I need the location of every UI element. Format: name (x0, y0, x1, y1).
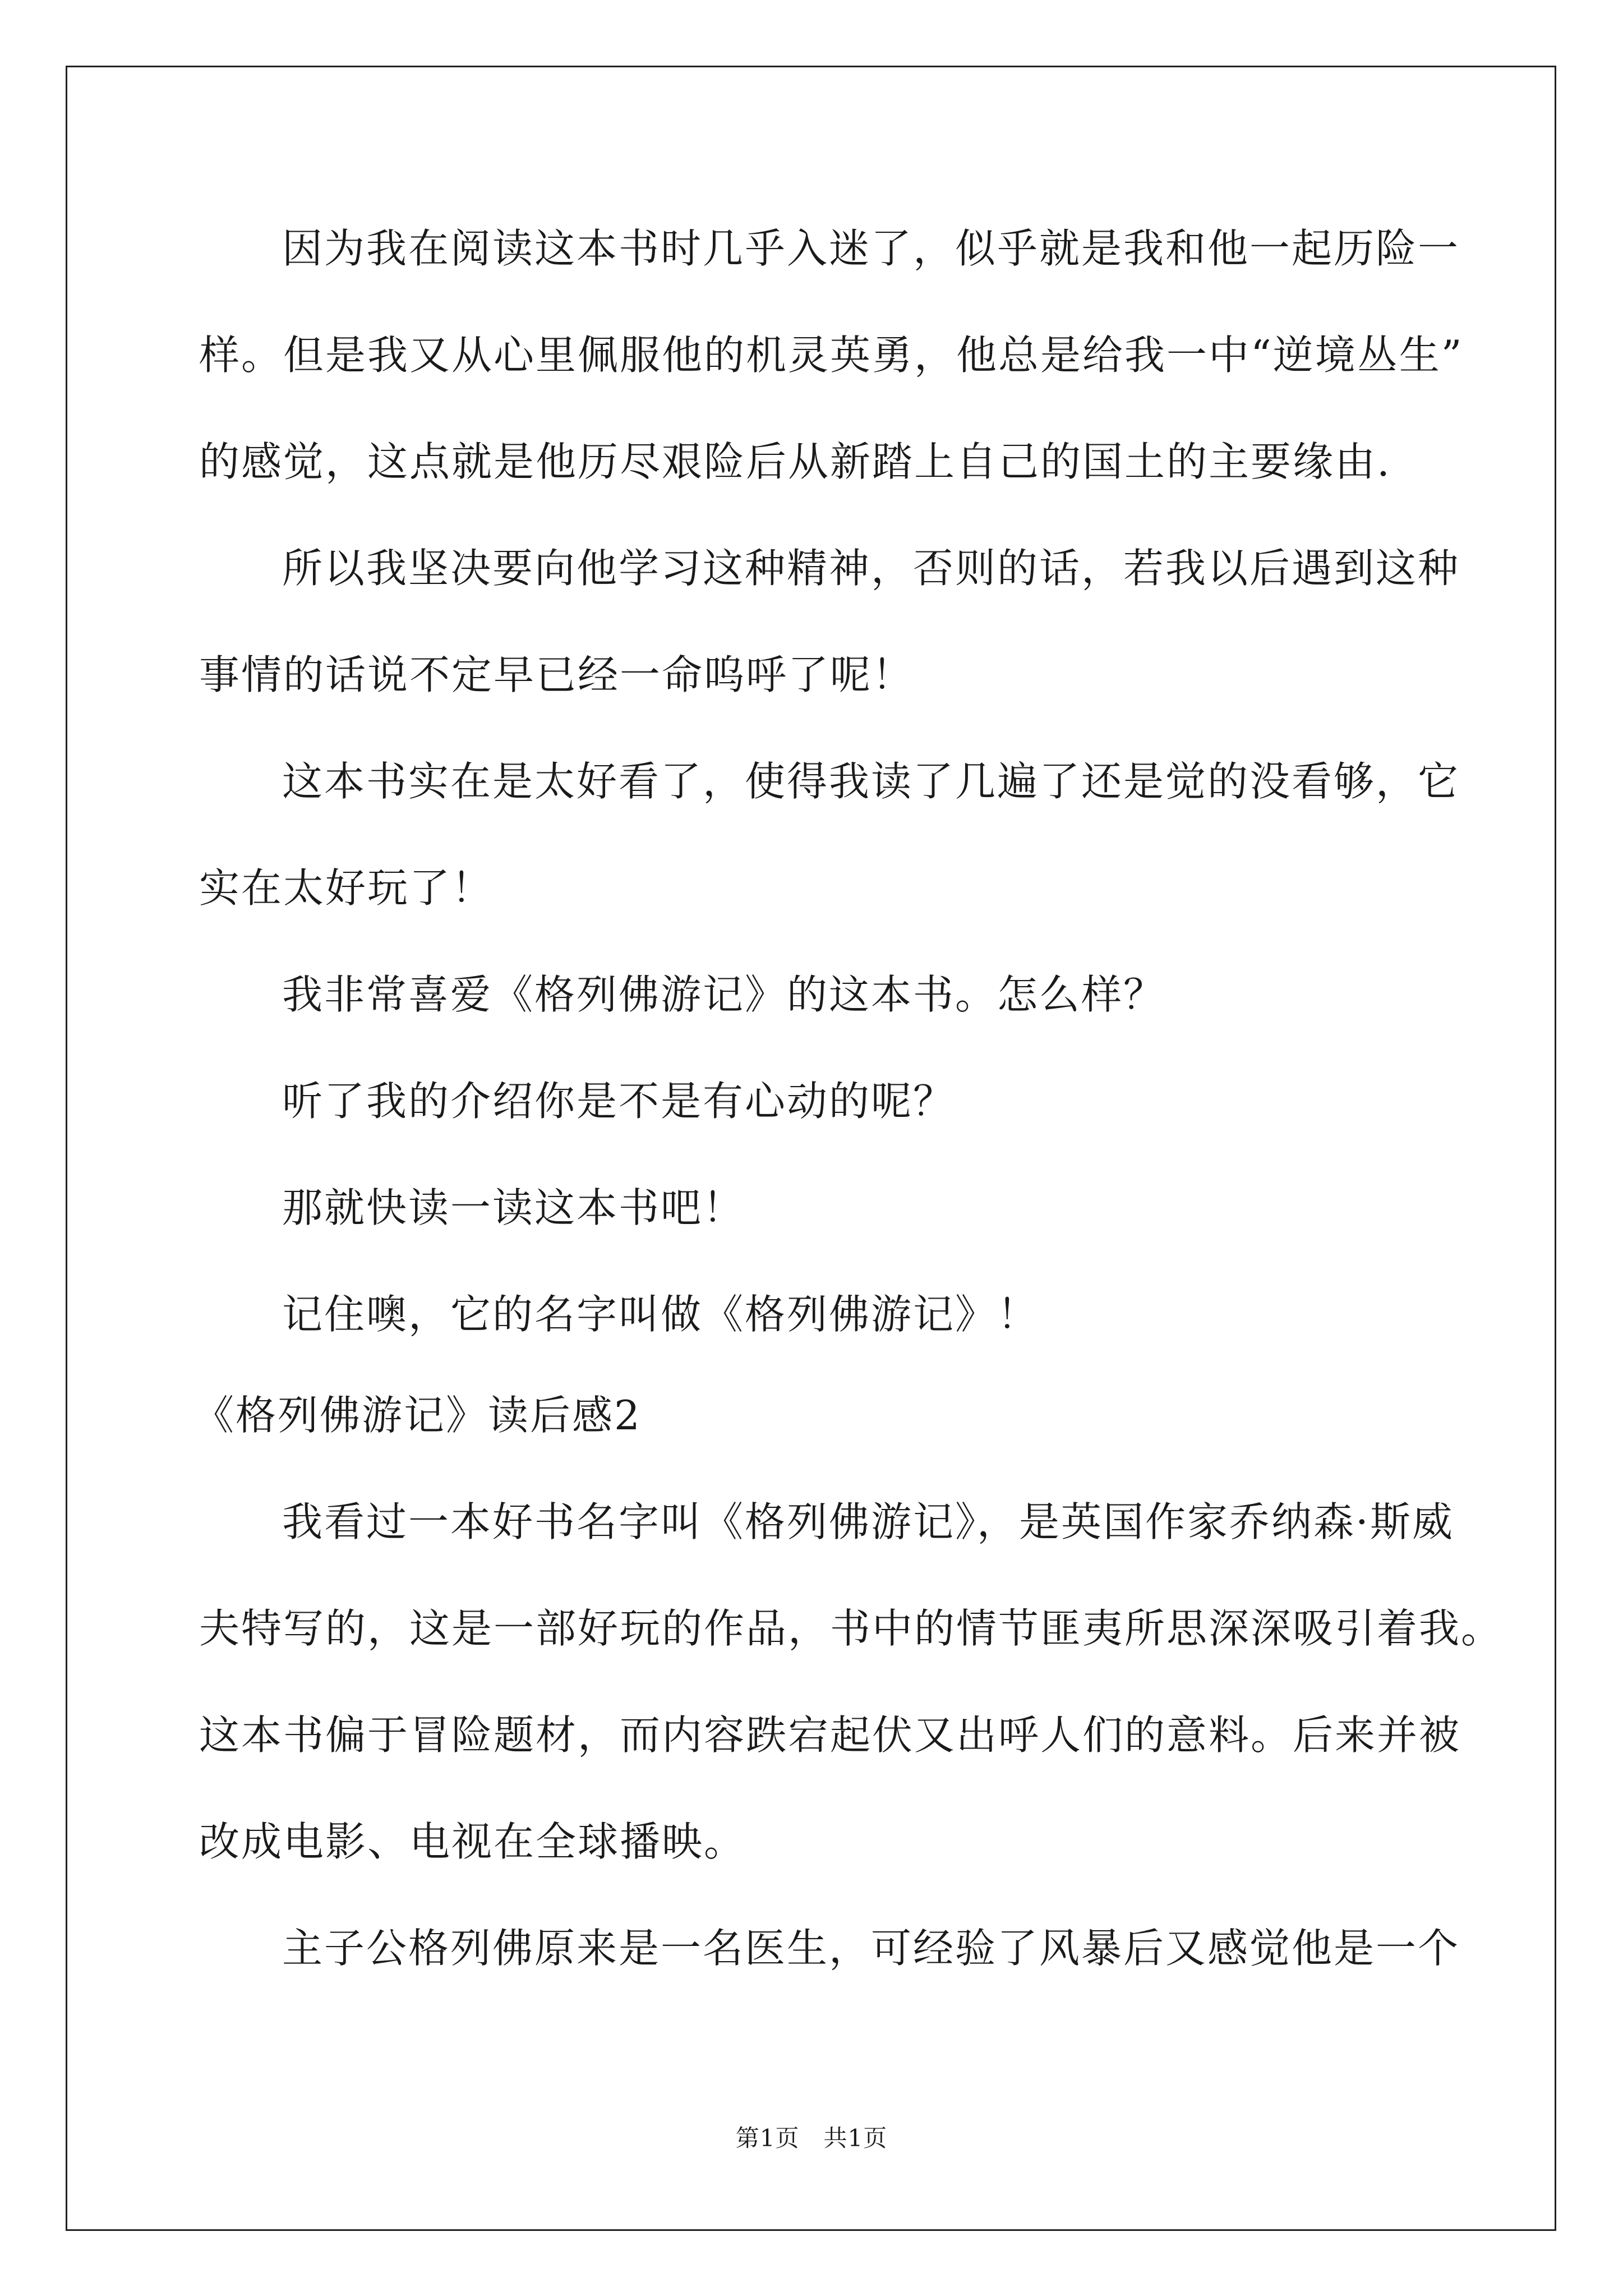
paragraph-line: 那就快读一读这本书吧！ (282, 1184, 745, 1231)
paragraph-line: 听了我的介绍你是不是有心动的呢？ (282, 1078, 956, 1125)
paragraph-line: 这本书偏于冒险题材，而内容跌宕起伏又出呼人们的意料。后来并被 (199, 1711, 1461, 1759)
paragraph-line: 改成电影、电视在全球播映。 (199, 1818, 746, 1865)
paragraph-line: 我看过一本好书名字叫《格列佛游记》，是英国作家乔纳森·斯威 (282, 1498, 1454, 1545)
page-number: 第1页 共1页 (735, 2124, 888, 2152)
paragraph-line: 样。但是我又从心里佩服他的机灵英勇，他总是给我一中“逆境丛生” (199, 332, 1464, 379)
paragraph-line: 夫特写的，这是一部好玩的作品，书中的情节匪夷所思深深吸引着我。 (199, 1605, 1504, 1652)
paragraph-line: 实在太好玩了！ (199, 864, 494, 912)
paragraph-line: 的感觉，这点就是他历尽艰险后从新踏上自己的国土的主要缘由. (199, 438, 1391, 485)
paragraph-line: 记住噢，它的名字叫做《格列佛游记》！ (282, 1291, 1040, 1338)
paragraph-line: 因为我在阅读这本书时几乎入迷了，似乎就是我和他一起历险一 (282, 225, 1460, 272)
section-heading: 《格列佛游记》读后感2 (193, 1392, 642, 1439)
page-border (66, 66, 1556, 2231)
paragraph-line: 主子公格列佛原来是一名医生，可经验了风暴后又感觉他是一个 (282, 1925, 1460, 1972)
paragraph-line: 这本书实在是太好看了，使得我读了几遍了还是觉的没看够，它 (282, 758, 1460, 805)
paragraph-line: 事情的话说不定早已经一命呜呼了呢！ (199, 651, 915, 698)
paragraph-line: 我非常喜爱《格列佛游记》的这本书。怎么样？ (282, 971, 1166, 1018)
paragraph-line: 所以我坚决要向他学习这种精神，否则的话，若我以后遇到这种 (282, 545, 1460, 592)
